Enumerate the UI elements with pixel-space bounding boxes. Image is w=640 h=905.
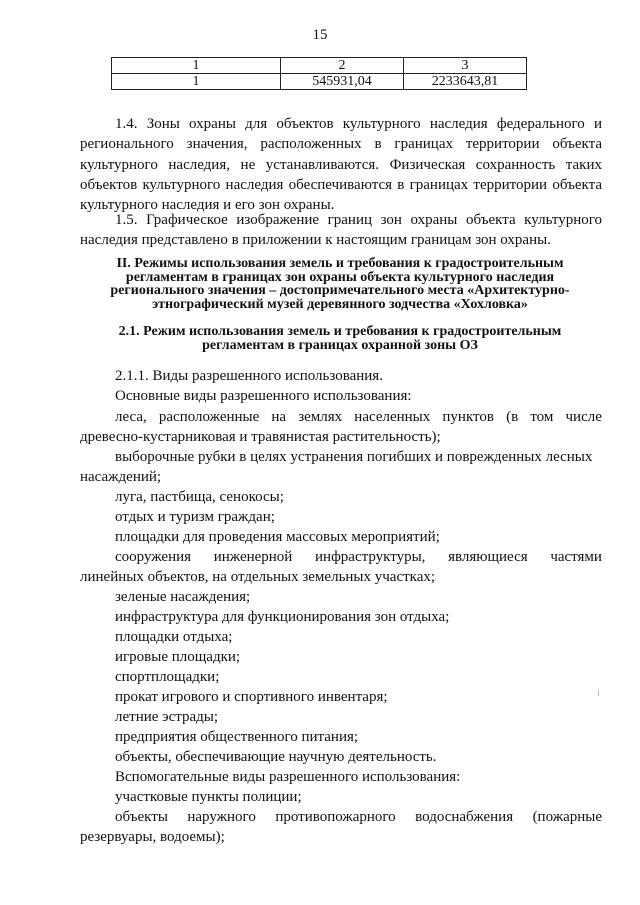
cuttings-line-2: насаждений; <box>80 469 162 485</box>
infrastructure-line <box>115 547 602 567</box>
word: инфраструктуры, <box>315 549 426 565</box>
list-item: предприятия общественного питания; <box>115 729 359 745</box>
list-item: инфраструктура для функционирования зон отдыха; <box>115 609 450 625</box>
word: (в <box>506 409 519 425</box>
paragraph-1-4: 1.4. Зоны охраны для объектов культурного наследия федерального и регионального значения, расположенных в границах территории объекта культурного наследия, не устанавливаются. Физическая сохранность таких объектов культурного наследия обеспечиваются в границах территории объекта культурного наследия и его зон охраны. <box>80 116 602 214</box>
forests-line-2: древесно-кустарниковая и травянистая растительность); <box>80 429 441 445</box>
word: землях <box>298 409 343 425</box>
word: леса, <box>115 409 147 425</box>
word: являющиеся <box>448 549 528 565</box>
word: (пожарные <box>532 809 602 825</box>
table-row <box>112 74 527 90</box>
subsection-2-1-heading <box>60 325 620 352</box>
word: пунктов <box>442 409 494 425</box>
water-supply-line-2: резервуары, водоемы); <box>80 829 225 845</box>
word: расположенные <box>158 409 260 425</box>
list-item: объекты, обеспечивающие научную деятельность. <box>115 749 437 765</box>
word: объекты <box>115 809 168 825</box>
item-2-1-1: 2.1.1. Виды разрешенного использования. <box>115 368 383 384</box>
heading-line: регламентам в границах охранной зоны ОЗ <box>202 337 478 353</box>
table-cell: 1 <box>112 74 281 90</box>
table-cell: 2233643,81 <box>404 74 527 90</box>
table-header-row <box>112 58 527 74</box>
list-item-police: участковые пункты полиции; <box>115 789 302 805</box>
page-number: 15 <box>312 27 328 43</box>
list-item: площадки отдыха; <box>115 629 233 645</box>
cuttings-line: выборочные рубки в целях устранения погибших и поврежденных лесных <box>115 449 593 465</box>
word: противопожарного <box>275 809 396 825</box>
heading-line: этнографический музей деревянного зодчества «Хохловка» <box>152 296 528 312</box>
word: частями <box>550 549 602 565</box>
section-2-heading <box>60 257 620 311</box>
table-cell: 545931,04 <box>281 74 404 90</box>
word: том <box>530 409 554 425</box>
table-header-cell: 3 <box>404 58 527 74</box>
list-item-recreation: отдых и туризм граждан; <box>115 509 275 525</box>
heading-line: регламентам в границах зон охраны объекта культурного наследия <box>125 269 555 285</box>
table-header-cell: 2 <box>281 58 404 74</box>
scan-mark <box>598 690 599 696</box>
list-item: зеленые насаждения; <box>115 589 251 605</box>
coordinates-table <box>111 57 527 90</box>
heading-line: II. Режимы использования земель и требования к градостроительным <box>116 256 564 271</box>
paragraph-1-5: 1.5. Графическое изображение границ зон охраны объекта культурного наследия представлено в приложении к настоящим границам зон охраны. <box>80 212 602 249</box>
word: на <box>271 409 287 425</box>
heading-line: регионального значения – достопримечательного места «Архитектурно- <box>110 283 570 299</box>
list-item: игровые площадки; <box>115 649 241 665</box>
infrastructure-line-2: линейных объектов, на отдельных земельных участках; <box>80 569 436 585</box>
word: сооружения <box>115 549 192 565</box>
list-item-event-areas: площадки для проведения массовых мероприятий; <box>115 529 440 545</box>
word: населенных <box>354 409 431 425</box>
list-item: прокат игрового и спортивного инвентаря; <box>115 689 388 705</box>
word: числе <box>565 409 602 425</box>
list-item: летние эстрады; <box>115 709 219 725</box>
word: инженерной <box>213 549 293 565</box>
word: водоснабжения <box>415 809 514 825</box>
water-supply-line <box>115 807 602 827</box>
heading-line: 2.1. Режим использования земель и требования к градостроительным <box>118 324 562 339</box>
main-uses-label: Основные виды разрешенного использования: <box>115 388 412 404</box>
word: наружного <box>187 809 256 825</box>
list-item-meadows: луга, пастбища, сенокосы; <box>115 489 284 505</box>
auxiliary-uses-label: Вспомогательные виды разрешенного использования: <box>115 769 461 785</box>
table-header-cell: 1 <box>112 58 281 74</box>
list-item: спортплощадки; <box>115 669 220 685</box>
forests-line <box>115 407 602 427</box>
